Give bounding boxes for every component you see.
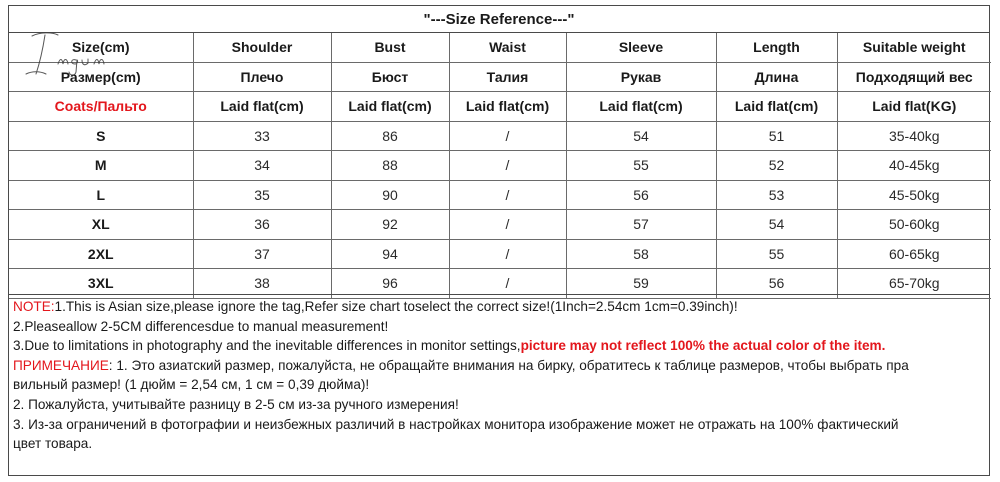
shoulder-cell: 35	[193, 180, 331, 210]
sleeve-cell: 56	[566, 180, 716, 210]
unit-waist: Laid flat(cm)	[449, 92, 566, 122]
size-cell: 3XL	[9, 269, 193, 299]
notes-section	[9, 294, 989, 475]
bust-cell: 90	[331, 180, 449, 210]
table-row	[9, 121, 991, 151]
waist-cell: /	[449, 180, 566, 210]
weight-cell: 45-50kg	[837, 180, 991, 210]
bust-cell: 96	[331, 269, 449, 299]
note-line-ru-1	[13, 356, 985, 376]
header-waist: Waist	[449, 33, 566, 62]
note-line-ru-3-cont: цвет товара.	[13, 436, 93, 452]
size-chart-frame	[8, 5, 990, 476]
note-line-2: 2.Pleaseallow 2-5CM differencesdue to manual measurement!	[13, 318, 389, 334]
length-cell: 52	[716, 151, 837, 181]
size-cell: L	[9, 180, 193, 210]
color-disclaimer: picture may not reflect 100% the actual color of the item.	[520, 338, 886, 354]
header-row-ru	[9, 62, 991, 92]
weight-cell: 50-60kg	[837, 210, 991, 240]
sleeve-cell: 58	[566, 239, 716, 269]
bust-cell: 94	[331, 239, 449, 269]
bust-cell: 88	[331, 151, 449, 181]
waist-cell: /	[449, 121, 566, 151]
note-text: 1.This is Asian size,please ignore the tag,Refer size chart toselect the correct size!(1Inch=2.54cm 1cm=0.39inch)!	[54, 299, 738, 314]
length-cell: 54	[716, 210, 837, 240]
sleeve-cell: 54	[566, 121, 716, 151]
note-line-3	[13, 336, 985, 356]
header-waist-ru: Талия	[449, 62, 566, 92]
header-shoulder: Shoulder	[193, 33, 331, 62]
sleeve-cell: 55	[566, 151, 716, 181]
table-row	[9, 239, 991, 269]
shoulder-cell: 33	[193, 121, 331, 151]
shoulder-cell: 34	[193, 151, 331, 181]
length-cell: 55	[716, 239, 837, 269]
unit-row	[9, 92, 991, 122]
size-cell: XL	[9, 210, 193, 240]
length-cell: 56	[716, 269, 837, 299]
header-shoulder-ru: Плечо	[193, 62, 331, 92]
chart-title: "---Size Reference---"	[9, 6, 989, 33]
note-line-ru-1-cont: вильный размер! (1 дюйм = 2,54 см, 1 см = 0,39 дюйма)!	[13, 377, 370, 393]
header-sleeve: Sleeve	[566, 33, 716, 62]
header-row-en	[9, 33, 991, 62]
note-label-ru: ПРИМЕЧАНИЕ	[13, 357, 109, 373]
size-cell: S	[9, 121, 193, 151]
weight-cell: 65-70kg	[837, 269, 991, 299]
note-text-ru: : 1. Это азиатский размер, пожалуйста, не обращайте внимания на бирку, обратитесь к таблице размеров, чтобы выбрать пра	[108, 357, 909, 373]
waist-cell: /	[449, 210, 566, 240]
waist-cell: /	[449, 239, 566, 269]
table-row	[9, 210, 991, 240]
table-row	[9, 180, 991, 210]
note-line-ru-2: 2. Пожалуйста, учитывайте разницу в 2-5 см из-за ручного измерения!	[13, 396, 459, 412]
size-cell: 2XL	[9, 239, 193, 269]
note-line-ru-3: 3. Из-за ограничений в фотографии и неизбежных различий в настройках монитора изображение может не отражать на 100% фактический	[13, 416, 899, 432]
length-cell: 51	[716, 121, 837, 151]
category-label: Coats/Пальто	[9, 92, 193, 122]
size-table	[9, 33, 991, 299]
weight-cell: 60-65kg	[837, 239, 991, 269]
bust-cell: 92	[331, 210, 449, 240]
note-label: NOTE:	[13, 299, 55, 314]
unit-shoulder: Laid flat(cm)	[193, 92, 331, 122]
header-bust: Bust	[331, 33, 449, 62]
header-size: Size(cm)	[9, 33, 193, 62]
unit-bust: Laid flat(cm)	[331, 92, 449, 122]
header-length-ru: Длина	[716, 62, 837, 92]
sleeve-cell: 57	[566, 210, 716, 240]
header-weight: Suitable weight	[837, 33, 991, 62]
shoulder-cell: 38	[193, 269, 331, 299]
header-length: Length	[716, 33, 837, 62]
waist-cell: /	[449, 151, 566, 181]
shoulder-cell: 36	[193, 210, 331, 240]
bust-cell: 86	[331, 121, 449, 151]
header-weight-ru: Подходящий вес	[837, 62, 991, 92]
length-cell: 53	[716, 180, 837, 210]
note-text: 3.Due to limitations in photography and the inevitable differences in monitor settings,	[13, 338, 521, 354]
header-size-ru: Размер(cm)	[9, 62, 193, 92]
note-line-1	[13, 297, 985, 317]
header-bust-ru: Бюст	[331, 62, 449, 92]
sleeve-cell: 59	[566, 269, 716, 299]
size-cell: M	[9, 151, 193, 181]
header-sleeve-ru: Рукав	[566, 62, 716, 92]
weight-cell: 40-45kg	[837, 151, 991, 181]
unit-weight: Laid flat(KG)	[837, 92, 991, 122]
waist-cell: /	[449, 269, 566, 299]
unit-sleeve: Laid flat(cm)	[566, 92, 716, 122]
shoulder-cell: 37	[193, 239, 331, 269]
unit-length: Laid flat(cm)	[716, 92, 837, 122]
weight-cell: 35-40kg	[837, 121, 991, 151]
table-row	[9, 151, 991, 181]
